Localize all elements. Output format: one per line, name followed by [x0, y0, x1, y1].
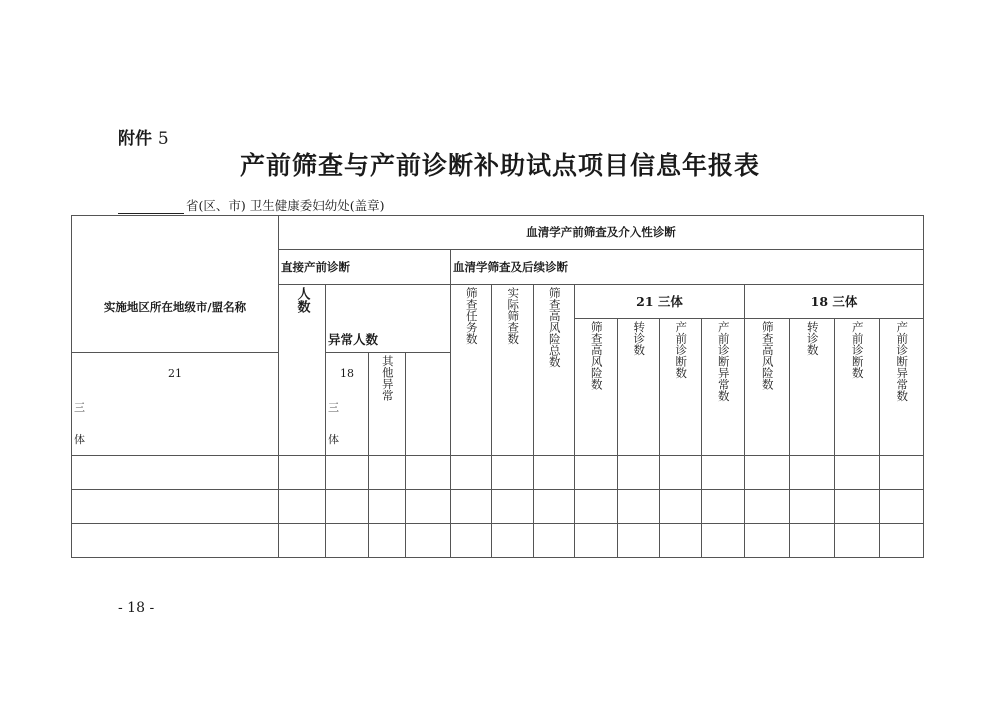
table-cell[interactable]	[534, 456, 575, 490]
abnormal-t21-header	[72, 353, 279, 456]
t18-referral-header	[790, 319, 835, 456]
other-abnormal-text: 其他异常	[380, 355, 395, 401]
attachment-number: 5	[157, 129, 169, 149]
table-cell[interactable]	[880, 524, 924, 558]
abnormal-count-header: 异常人数	[326, 285, 451, 353]
abnormal-t18-header	[326, 353, 369, 456]
table-cell-region[interactable]	[72, 524, 279, 558]
table-cell[interactable]	[534, 524, 575, 558]
table-cell[interactable]	[835, 490, 880, 524]
table-cell[interactable]	[534, 490, 575, 524]
screen-task-header	[451, 285, 492, 456]
t18-prenatal-dx-abnormal-text: 产前诊断异常数	[895, 321, 910, 402]
table-cell[interactable]	[326, 524, 369, 558]
table-cell[interactable]	[835, 524, 880, 558]
table-cell[interactable]	[369, 524, 406, 558]
region-header: 实施地区所在地级市/盟名称	[72, 216, 279, 353]
table-cell[interactable]	[279, 456, 326, 490]
table-cell[interactable]	[835, 456, 880, 490]
t21-high-risk-header	[575, 319, 618, 456]
serum-screening-header: 血清学筛查及后续诊断	[451, 250, 924, 285]
table-cell[interactable]	[575, 524, 618, 558]
t18-high-risk-header	[745, 319, 790, 456]
table-cell[interactable]	[745, 456, 790, 490]
table-cell[interactable]	[702, 490, 745, 524]
document-title: 产前筛查与产前诊断补助试点项目信息年报表	[239, 151, 760, 180]
abnormal-t21-number: 21	[168, 367, 182, 380]
table-cell[interactable]	[369, 490, 406, 524]
table-cell[interactable]	[618, 456, 660, 490]
abnormal-t21-char-b: 体	[74, 433, 85, 446]
table-cell[interactable]	[745, 490, 790, 524]
table-cell[interactable]	[406, 524, 451, 558]
table-cell[interactable]	[702, 524, 745, 558]
table-cell[interactable]	[492, 490, 534, 524]
abnormal-t18-number: 18	[340, 367, 354, 380]
table-cell[interactable]	[492, 456, 534, 490]
t18-prenatal-dx-header	[835, 319, 880, 456]
table-cell[interactable]	[451, 490, 492, 524]
high-risk-total-header	[534, 285, 575, 456]
table-cell[interactable]	[790, 490, 835, 524]
table-row	[72, 524, 924, 558]
table-cell[interactable]	[702, 456, 745, 490]
t18-high-risk-text: 筛查高风险数	[760, 321, 775, 390]
actual-screen-header	[492, 285, 534, 456]
t21-prenatal-dx-abnormal-header	[702, 319, 745, 456]
t21-prenatal-dx-header	[660, 319, 702, 456]
table-cell[interactable]	[660, 456, 702, 490]
table-cell[interactable]	[880, 490, 924, 524]
t18-referral-text: 转诊数	[805, 321, 820, 356]
table-cell[interactable]	[575, 456, 618, 490]
attachment-label-text: 附件	[118, 129, 152, 149]
table-cell[interactable]	[279, 490, 326, 524]
screen-task-text: 筛查任务数	[464, 287, 479, 345]
count-header	[279, 285, 326, 456]
province-blank-field	[118, 201, 184, 214]
t18-prenatal-dx-abnormal-header	[880, 319, 924, 456]
table-cell[interactable]	[790, 456, 835, 490]
table-cell[interactable]	[492, 524, 534, 558]
abnormal-t18-char-b: 体	[328, 433, 339, 446]
report-table	[71, 215, 924, 558]
table-cell[interactable]	[326, 490, 369, 524]
table-cell[interactable]	[880, 456, 924, 490]
t21-prenatal-dx-abnormal-text: 产前诊断异常数	[716, 321, 731, 402]
direct-diagnosis-header: 直接产前诊断	[279, 250, 451, 285]
t21-prenatal-dx-text: 产前诊断数	[674, 321, 689, 379]
table-cell[interactable]	[660, 524, 702, 558]
table-cell[interactable]	[660, 490, 702, 524]
t18-prenatal-dx-text: 产前诊断数	[850, 321, 865, 379]
high-risk-total-text: 筛查高风险总数	[547, 287, 562, 368]
table-cell[interactable]	[575, 490, 618, 524]
province-line-text: 省(区、市) 卫生健康委妇幼处(盖章)	[186, 198, 385, 213]
table-row	[72, 456, 924, 490]
table-cell-region[interactable]	[72, 490, 279, 524]
other-abnormal-header	[369, 353, 406, 456]
table-cell[interactable]	[451, 456, 492, 490]
abnormal-t18-char-a: 三	[328, 401, 339, 414]
table-cell[interactable]	[790, 524, 835, 558]
table-cell[interactable]	[369, 456, 406, 490]
table-cell[interactable]	[745, 524, 790, 558]
t21-group-header: 21 三体	[575, 285, 745, 319]
t21-referral-header	[618, 319, 660, 456]
t18-group-header: 18 三体	[745, 285, 924, 319]
t21-high-risk-text: 筛查高风险数	[589, 321, 604, 390]
abnormal-t21-char-a: 三	[74, 401, 85, 414]
table-row	[72, 490, 924, 524]
table-cell[interactable]	[279, 524, 326, 558]
table-cell[interactable]	[618, 490, 660, 524]
table-cell[interactable]	[406, 490, 451, 524]
province-line	[118, 196, 384, 214]
table-cell[interactable]	[406, 456, 451, 490]
main-group-header: 血清学产前筛查及介入性诊断	[279, 216, 924, 250]
table-cell[interactable]	[451, 524, 492, 558]
actual-screen-text: 实际筛查数	[506, 287, 521, 345]
table-cell-region[interactable]	[72, 456, 279, 490]
t21-referral-text: 转诊数	[632, 321, 647, 356]
table-cell[interactable]	[618, 524, 660, 558]
table-cell[interactable]	[326, 456, 369, 490]
count-header-text: 人数	[294, 287, 310, 313]
page-number: - 18 -	[118, 600, 155, 616]
